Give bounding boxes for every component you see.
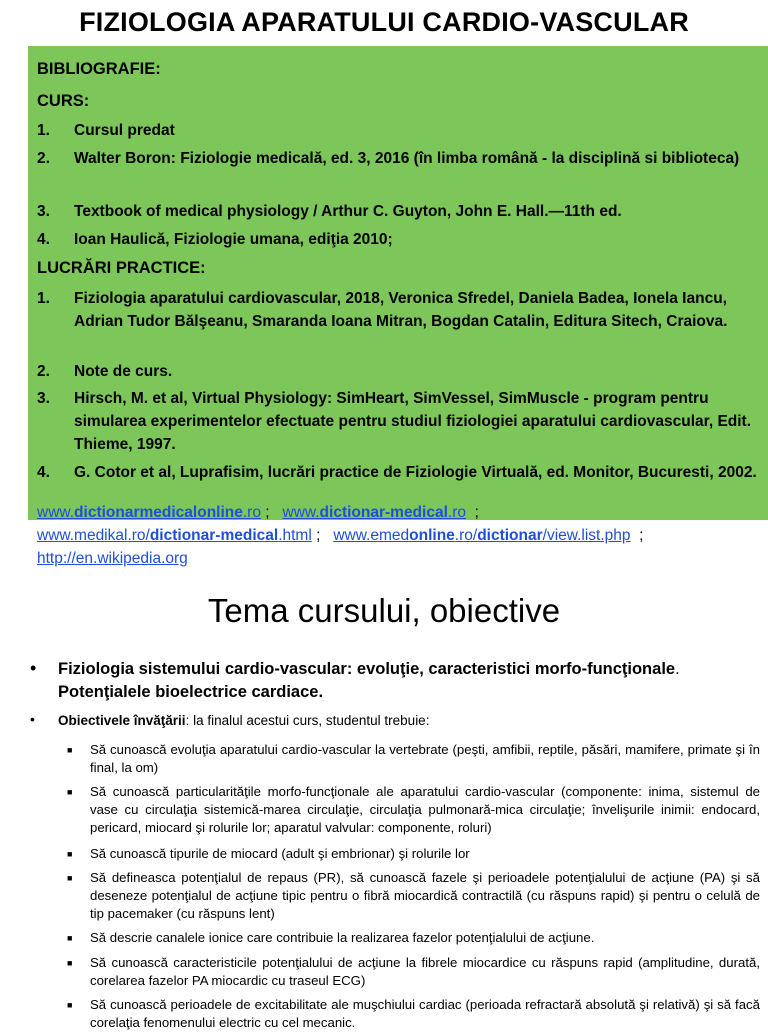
lp-item-num: 1. <box>37 290 50 307</box>
curs-item-text: Ioan Haulică, Fiziologie umana, ediţia 2010; <box>74 231 393 248</box>
link-part: dictionar-medical <box>149 527 279 544</box>
objective-item: Să cunoască evoluţia aparatului cardio-vascular la vertebrate (peşti, amfibii, reptile, păsări, mamifere, primate şi în final, la om) <box>90 742 760 775</box>
page-title: FIZIOLOGIA APARATULUI CARDIO-VASCULAR <box>79 7 689 37</box>
link-emedonline[interactable] <box>333 527 630 544</box>
square-bullet-icon: ■ <box>67 873 73 883</box>
course-topic-part: Potenţialele bioelectrice cardiace. <box>58 683 324 701</box>
links-row-3 <box>37 548 188 570</box>
objectives-label: Obiectivele învăţării <box>58 713 186 728</box>
lp-item-num: 3. <box>37 390 50 407</box>
objective-item: Să cunoască particularităţile morfo-funcţionale ale aparatului cardio-vascular (componente: inima, sistemul de vase cu circulaţia sistemică-marea circulaţie, circulaţia pulmonară-mica circulaţie; învelişurile inimii: endocard, pericard, miocard şi rolurile lor; aparatul valvular: componente, roluri) <box>90 784 760 835</box>
lp-item-text: Fiziologia aparatului cardiovascular, 2018, Veronica Sfredel, Daniela Badea, Ionela Iancu, Adrian Tudor Bălşeanu, Smaranda Ioana Mitran, Bogdan Catalin, Editura Sitech, Craiova. <box>74 290 728 330</box>
course-topic-dot: . <box>675 660 680 678</box>
square-bullet-icon: ■ <box>67 958 73 968</box>
lp-item-num: 4. <box>37 464 50 481</box>
link-part: online <box>409 527 455 544</box>
lp-item-text: Hirsch, M. et al, Virtual Physiology: SimHeart, SimVessel, SimMuscle - program pentru simularea experimentelor efectuate pentru studiul fiziologiei aparatului cardiovascular, Edit. Thieme, 1997. <box>74 390 752 453</box>
separator: ; <box>260 504 283 521</box>
lucrari-practice-heading: LUCRĂRI PRACTICE: <box>37 259 206 277</box>
objective-item: Să cunoască perioadele de excitabilitate ale muşchiului cardiac (perioada refractară absolută şi relativă) şi să facă corelaţia fenomenului electric cu cel mecanic. <box>90 997 760 1030</box>
link-part: dictionar <box>477 527 543 544</box>
curs-item-num: 3. <box>37 203 50 220</box>
bullet-icon: • <box>30 711 35 727</box>
curs-item-num: 1. <box>37 122 50 139</box>
link-wikipedia[interactable]: http://en.wikipedia.org <box>37 550 188 567</box>
separator: ; <box>630 527 644 544</box>
curs-item-num: 4. <box>37 231 50 248</box>
link-part: .html <box>278 527 312 544</box>
objective-item: Să defineasca potenţialul de repaus (PR), să cunoască fazele şi perioadele potenţialului de acţiune (PA) şi să deseneze potenţialul de acţiune tipic pentru o fibră miocardică contractilă (cu răspuns rapid) şi pentru o celulă de tip pacemaker (cu răspuns lent) <box>90 870 760 921</box>
objectives-intro <box>58 711 429 731</box>
link-part: .ro <box>447 504 466 521</box>
link-part: .ro/ <box>454 527 478 544</box>
square-bullet-icon: ■ <box>67 745 73 755</box>
bullet-icon: • <box>30 658 37 678</box>
objectives-rest: : la finalul acestui curs, studentul trebuie: <box>185 713 430 728</box>
objective-item: Să cunoască tipurile de miocard (adult şi embrionar) şi rolurile lor <box>90 846 470 861</box>
link-part: /view.list.php <box>542 527 631 544</box>
course-topic <box>58 658 758 704</box>
curs-item-text: Textbook of medical physiology / Arthur C. Guyton, John E. Hall.—11th ed. <box>74 203 622 220</box>
objective-item: Să descrie canalele ionice care contribuie la realizarea fazelor potenţialului de acţiune. <box>90 930 595 945</box>
link-part: www. <box>37 504 75 521</box>
link-part: dictionarmedicalonline <box>74 504 243 521</box>
link-part: dictionar-medical <box>319 504 448 521</box>
curs-heading: CURS: <box>37 92 90 110</box>
links-row-1 <box>37 502 479 524</box>
square-bullet-icon: ■ <box>67 1000 73 1010</box>
lp-item-text: G. Cotor et al, Luprafisim, lucrări practice de Fiziologie Virtuală, ed. Monitor, Bucuresti, 2002. <box>74 464 757 481</box>
square-bullet-icon: ■ <box>67 787 73 797</box>
bibliography-heading: BIBLIOGRAFIE: <box>37 60 161 78</box>
separator: ; <box>465 504 479 521</box>
objective-item: Să cunoască caracteristicile potenţialului de acţiune la fibrele miocardice cu răspuns rapid (amplitudine, durată, corelarea fazelor PA miocardic cu traseul ECG) <box>90 955 760 988</box>
square-bullet-icon: ■ <box>67 849 73 859</box>
link-part: www.emed <box>333 527 410 544</box>
section-heading: Tema cursului, obiective <box>207 592 561 629</box>
curs-item-text: Walter Boron: Fiziologie medicală, ed. 3, 2016 (în limba română - la disciplină si biblioteca) <box>74 150 740 167</box>
link-part: www. <box>282 504 320 521</box>
course-topic-part: Fiziologia sistemului cardio-vascular: evoluţie, caracteristici morfo-funcţionale <box>58 660 676 678</box>
separator: ; <box>311 527 334 544</box>
link-medikal[interactable] <box>37 527 312 544</box>
curs-item-text: Cursul predat <box>74 122 175 139</box>
square-bullet-icon: ■ <box>67 933 73 943</box>
lp-item-text: Note de curs. <box>74 363 173 380</box>
link-part: www.medikal.ro/ <box>37 527 150 544</box>
link-part: .ro <box>242 504 261 521</box>
lp-item-num: 2. <box>37 363 50 380</box>
link-dictionar-medical[interactable] <box>283 504 466 521</box>
links-row-2 <box>37 525 643 547</box>
link-dictionarmedicalonline[interactable] <box>37 504 261 521</box>
curs-item-num: 2. <box>37 150 50 167</box>
